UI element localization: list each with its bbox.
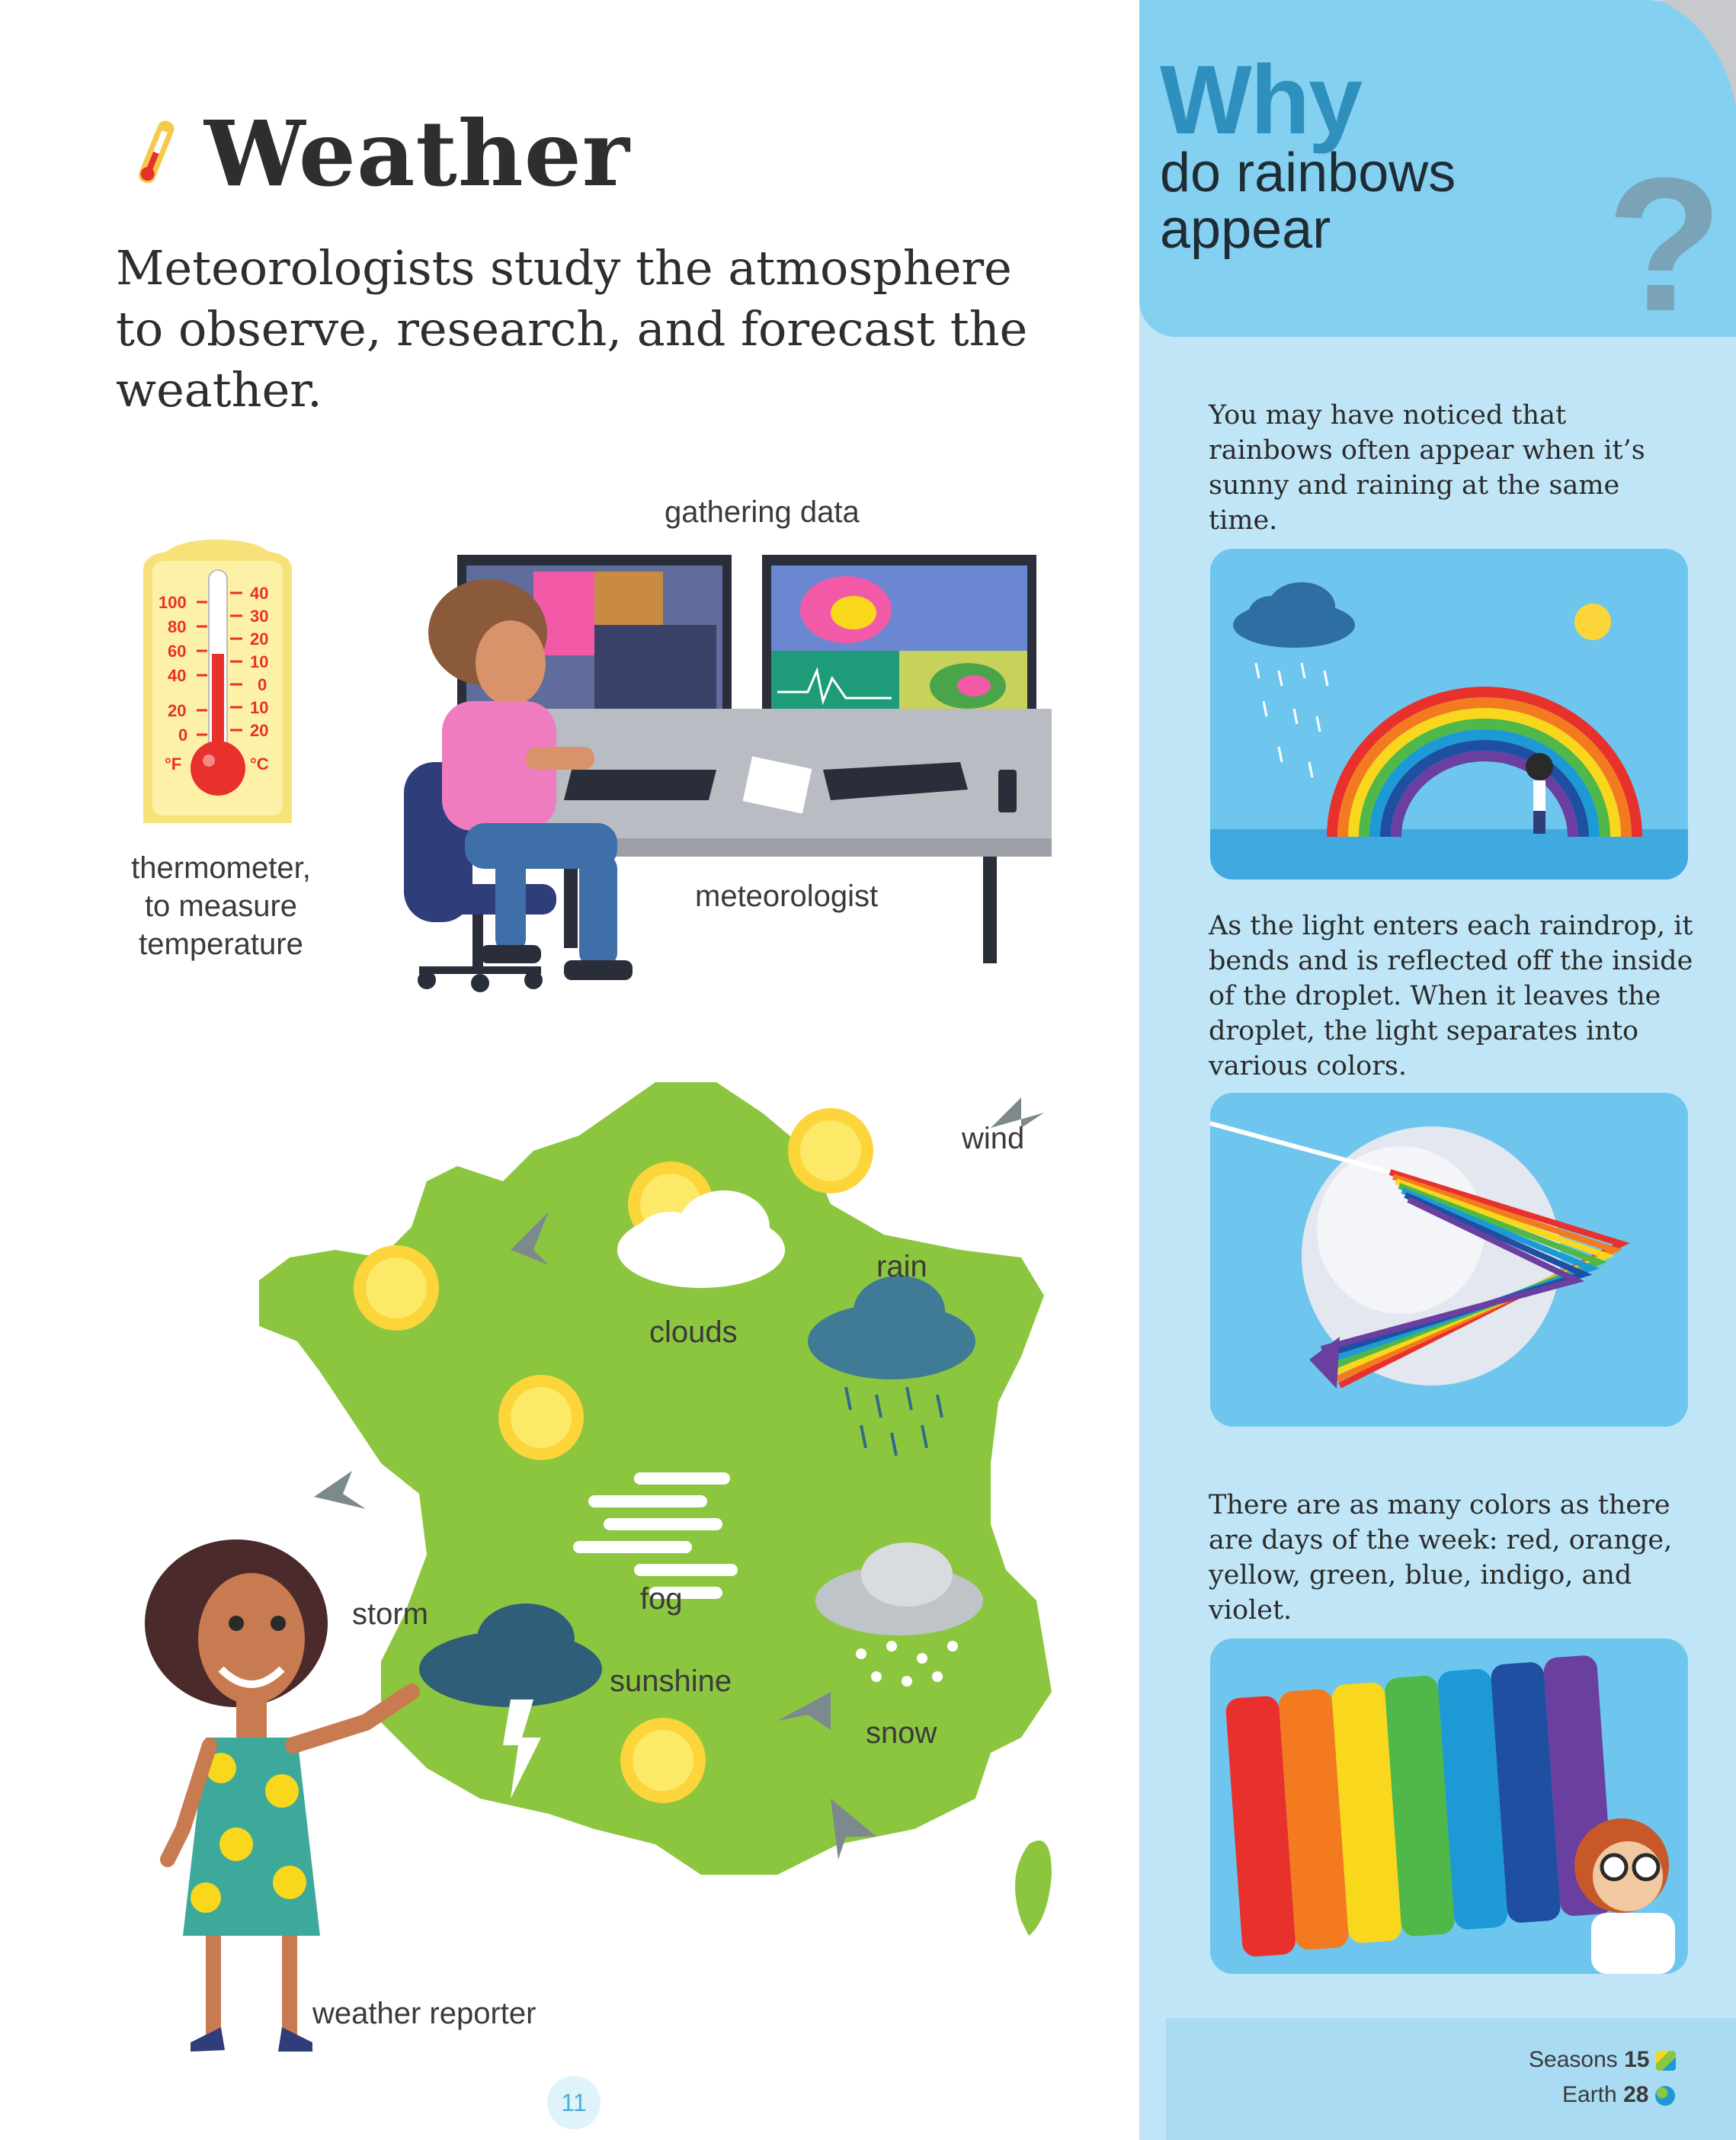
page-number: 11	[547, 2076, 601, 2129]
wind-label: wind	[962, 1122, 1025, 1155]
color-bars-illustration	[1210, 1639, 1688, 1974]
page-title: Weather	[204, 101, 630, 207]
storm-label: storm	[352, 1597, 428, 1631]
sunshine-label: sunshine	[610, 1664, 732, 1698]
thermometer-icon	[128, 114, 181, 202]
c-10: 10	[250, 652, 269, 671]
c-0: 0	[258, 675, 267, 694]
f-0: 0	[178, 726, 188, 745]
sun-icon	[498, 1375, 584, 1460]
weather-reporter-label: weather reporter	[312, 1997, 536, 2030]
cross-ref-seasons[interactable]	[1529, 2047, 1676, 2073]
sun-icon	[620, 1718, 706, 1803]
c-40: 40	[250, 584, 269, 603]
sun-icon	[788, 1108, 873, 1193]
intro-text: Meteorologists study the atmosphere to observe, research, and forecast the weather.	[116, 240, 1028, 418]
clouds-label: clouds	[649, 1315, 738, 1349]
paragraph-2: As the light enters each raindrop, it bends and is reflected off the inside of the droplet. When it leaves the droplet, the light separates into various colors.	[1209, 911, 1693, 1081]
unit-c: °C	[250, 754, 269, 774]
f-100: 100	[159, 593, 187, 612]
c-20: 20	[250, 630, 269, 649]
gathering-data-label: gathering data	[665, 495, 860, 529]
corsica-shape	[1015, 1840, 1052, 1936]
f-80: 80	[168, 617, 187, 636]
f-60: 60	[168, 642, 187, 661]
unit-f: °F	[165, 754, 182, 774]
meteorologist-illustration	[396, 549, 1067, 1025]
seasons-icon	[1656, 2051, 1676, 2071]
arrow-head-icon	[1309, 1337, 1340, 1389]
c-30: 30	[250, 607, 269, 626]
rain-cloud-icon	[1233, 582, 1355, 648]
c-minus20: 20	[250, 721, 269, 740]
rainbow-scene-illustration	[1210, 549, 1688, 879]
fog-label: fog	[640, 1582, 683, 1616]
paragraph-3: There are as many colors as there are days of the week: red, orange, yellow, green, blue, indigo, and violet.	[1209, 1490, 1673, 1626]
sun-icon	[354, 1245, 439, 1331]
why-subheading: do rainbows appear	[1160, 143, 1456, 260]
meteorologist-label: meteorologist	[695, 879, 879, 913]
question-mark-icon: ?	[1606, 138, 1723, 351]
thermometer-illustration	[136, 540, 299, 833]
wind-arrow-icon	[314, 1471, 366, 1509]
paragraph-1: You may have noticed that rainbows often appear when it’s sunny and raining at the same time.	[1209, 400, 1645, 536]
rain-label: rain	[876, 1250, 927, 1283]
cross-ref-earth-page: 28	[1623, 2082, 1649, 2107]
cross-ref-seasons-page: 15	[1624, 2047, 1650, 2072]
why-heading: Why	[1160, 46, 1362, 155]
thermometer-label: thermometer, to measure temperature	[131, 851, 311, 961]
child-figure	[1526, 753, 1553, 834]
raindrop-prism-illustration	[1210, 1093, 1688, 1427]
f-40: 40	[168, 666, 187, 685]
globe-icon	[1655, 2086, 1675, 2106]
weather-reporter-illustration	[122, 1539, 442, 2062]
c-minus10: 10	[250, 698, 269, 717]
f-20: 20	[168, 701, 187, 720]
sun-icon	[1574, 604, 1611, 640]
scientist-figure	[1574, 1818, 1675, 1974]
cross-ref-seasons-label: Seasons	[1529, 2047, 1618, 2072]
cross-ref-earth[interactable]	[1562, 2082, 1675, 2108]
page-curl	[1660, 0, 1736, 111]
snow-label: snow	[866, 1716, 937, 1750]
cross-reference-band	[1166, 2018, 1736, 2140]
cross-ref-earth-label: Earth	[1562, 2082, 1617, 2107]
